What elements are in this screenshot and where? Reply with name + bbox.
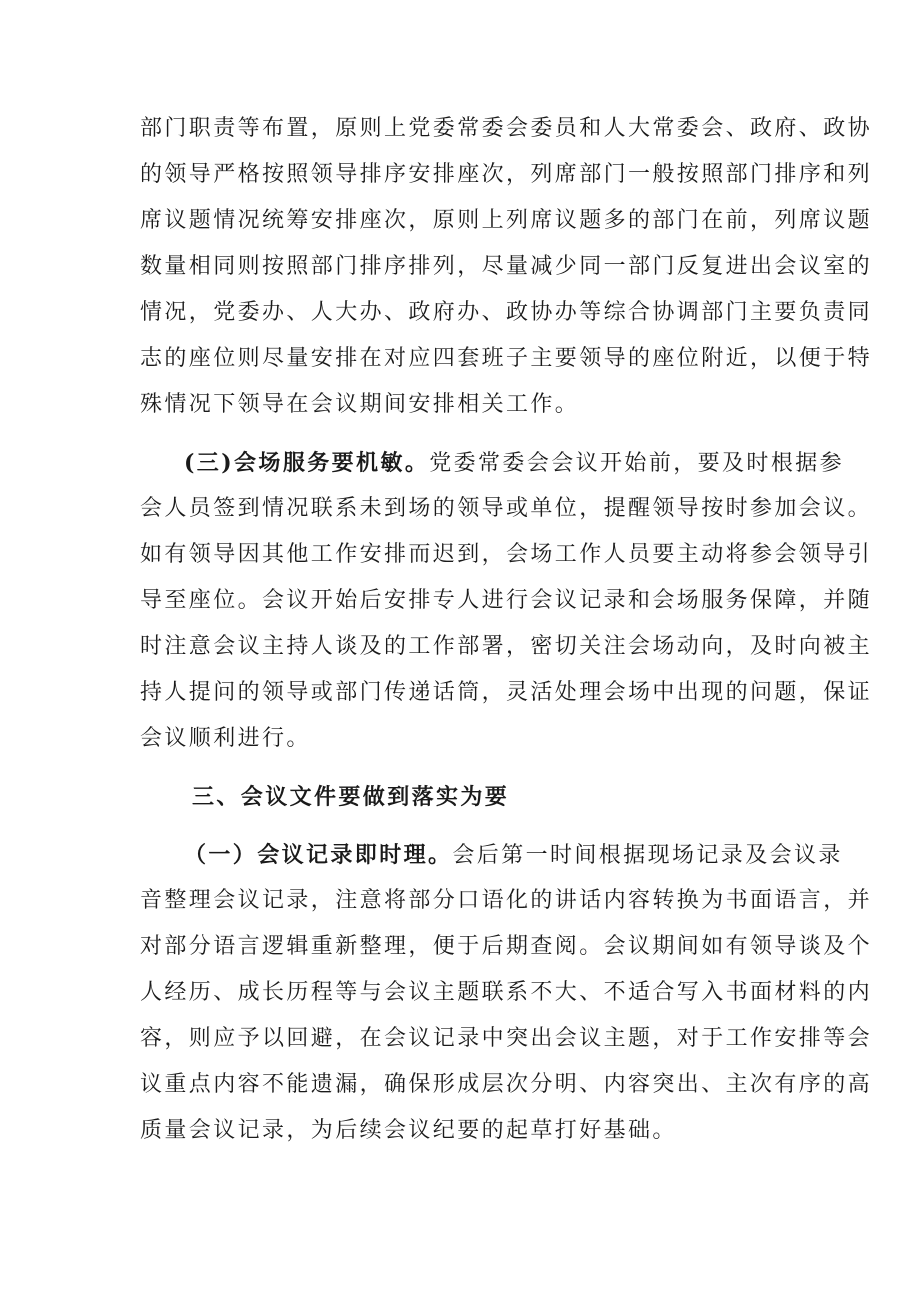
text-line: 席议题情况统筹安排座次，原则上列席议题多的部门在前，列席议题 <box>140 208 873 233</box>
paragraph-heading: (三)会场服务要机敏。 <box>184 450 430 476</box>
text-line: 情况，党委办、人大办、政府办、政协办等综合协调部门主要负责同 <box>140 300 873 325</box>
paragraph-text: 党委常委会会议开始前，要及时根据参 <box>429 451 845 476</box>
paragraph-venue-service <box>140 440 873 762</box>
text-line: 的领导严格按照领导排序安排座次，列席部门一般按照部门排序和列 <box>140 162 873 187</box>
text-line: 对部分语言逻辑重新整理，便于后期查阅。会议期间如有领导谈及个 <box>140 934 873 959</box>
text-line <box>140 832 843 878</box>
text-line: 志的座位则尽量安排在对应四套班子主要领导的座位附近，以便于特 <box>140 346 873 371</box>
text-line: 如有领导因其他工作安排而迟到，会场工作人员要主动将参会领导引 <box>140 542 873 567</box>
text-line: 殊情况下领导在会议期间安排相关工作。 <box>140 392 580 417</box>
paragraph-meeting-records <box>140 832 873 1154</box>
text-line: 导至座位。会议开始后安排专人进行会议记录和会场服务保障，并随 <box>140 588 873 613</box>
text-line: 时注意会议主持人谈及的工作部署，密切关注会场动向，及时向被主 <box>140 634 873 659</box>
text-line: 会人员签到情况联系未到场的领导或单位，提醒领导按时参加会议。 <box>140 496 873 521</box>
text-line: 会议顺利进行。 <box>140 726 311 751</box>
text-line: 部门职责等布置，原则上党委常委会委员和人大常委会、政府、政协 <box>140 116 873 141</box>
text-line: 人经历、成长历程等与会议主题联系不大、不适合写入书面材料的内 <box>140 980 873 1005</box>
text-line: 容，则应予以回避，在会议记录中突出会议主题，对于工作安排等会 <box>140 1026 873 1051</box>
document-page <box>140 106 873 1154</box>
text-line: 数量相同则按照部门排序排列，尽量减少同一部门反复进出会议室的 <box>140 254 873 279</box>
paragraph-heading: （一）会议记录即时理。 <box>184 842 453 868</box>
paragraph-seating <box>140 106 873 428</box>
paragraph-text: 会后第一时间根据现场记录及会议录 <box>452 843 843 868</box>
text-line <box>140 440 845 486</box>
text-line: 质量会议记录，为后续会议纪要的起草打好基础。 <box>140 1118 677 1143</box>
text-line: 持人提问的领导或部门传递话筒，灵活处理会场中出现的问题，保证 <box>140 680 873 705</box>
section-heading: 三、会议文件要做到落实为要 <box>192 784 510 810</box>
text-line: 议重点内容不能遗漏，确保形成层次分明、内容突出、主次有序的高 <box>140 1072 873 1097</box>
text-line: 音整理会议记录，注意将部分口语化的讲话内容转换为书面语言，并 <box>140 888 873 913</box>
